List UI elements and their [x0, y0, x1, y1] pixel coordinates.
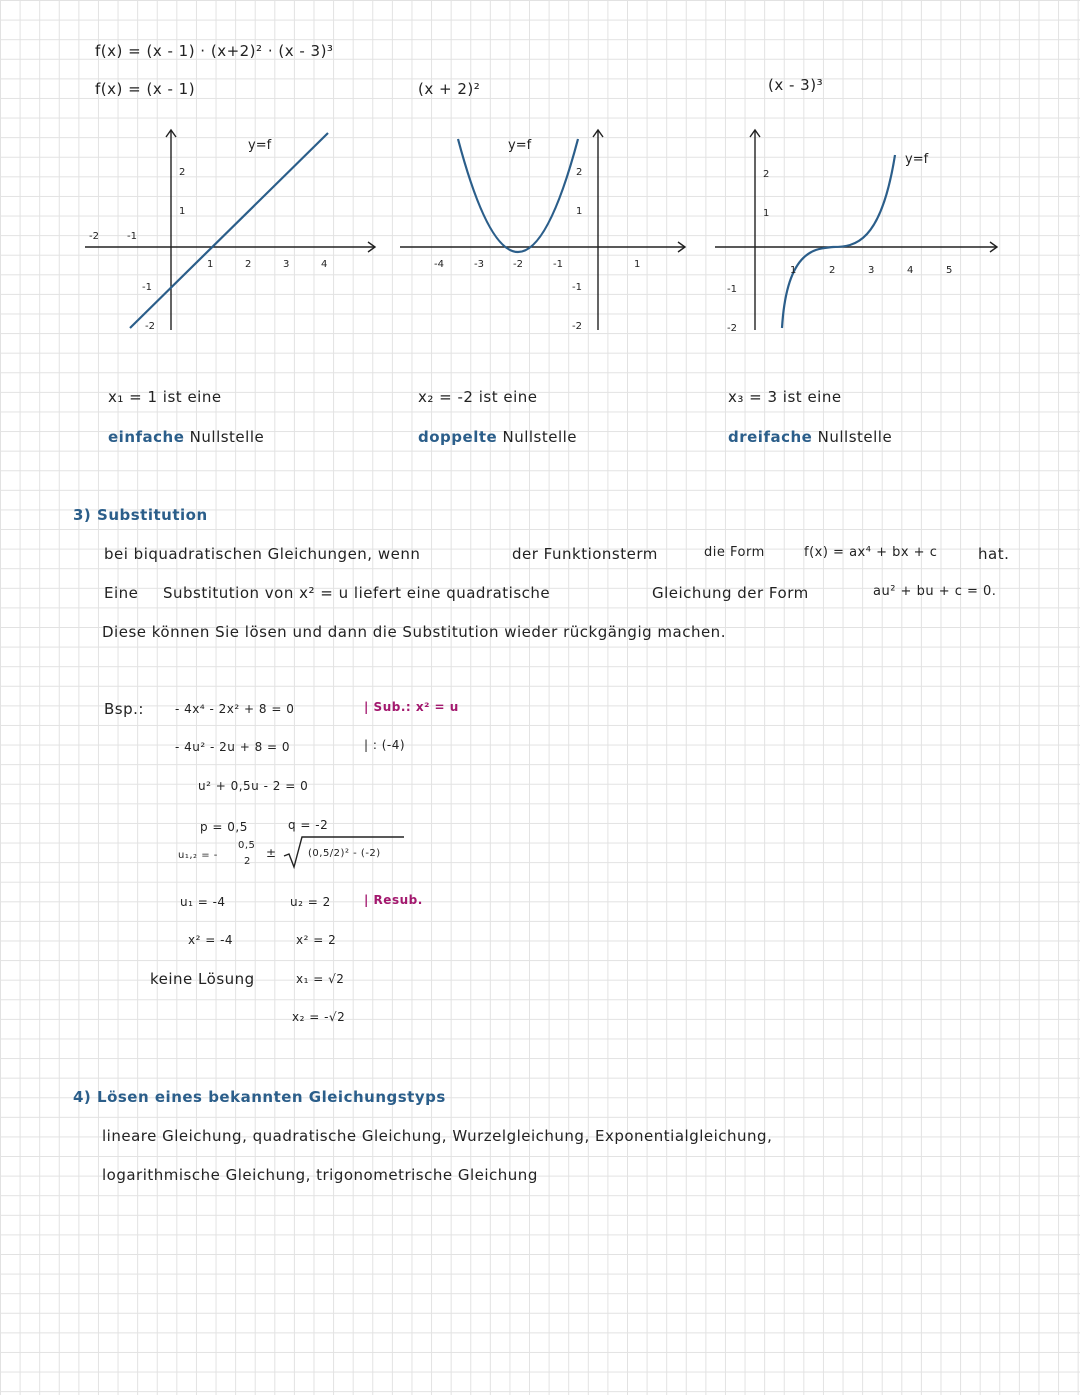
nullstelle-word: Nullstelle: [189, 428, 265, 446]
tick: 1: [634, 259, 641, 270]
pq-pm: ±: [266, 846, 277, 860]
graph3-title: (x - 3)³: [768, 76, 824, 94]
tick: 2: [763, 169, 770, 180]
tick: -1: [572, 282, 582, 293]
graph-linear: [85, 125, 385, 345]
curve-label: y=f: [905, 152, 929, 167]
section3-heading: 3) Substitution: [73, 506, 208, 524]
function-factor-1: f(x) = (x - 1): [95, 80, 196, 98]
eq1: - 4x⁴ - 2x² + 8 = 0: [175, 702, 295, 716]
x-squared-2: x² = 2: [296, 933, 337, 947]
section4-heading: 4) Lösen eines bekannten Gleichungstyps: [73, 1088, 446, 1106]
no-solution: keine Lösung: [150, 970, 255, 988]
root-text-2: x₂ = -2 ist eine: [418, 388, 538, 406]
x-squared-1: x² = -4: [188, 933, 234, 947]
curve-label: y=f: [508, 138, 532, 153]
function-full: f(x) = (x - 1) · (x+2)² · (x - 3)³: [95, 42, 334, 60]
tick: -2: [145, 321, 155, 332]
tick: 1: [763, 208, 770, 219]
section4-line2: logarithmische Gleichung, trigonometrische Gleichung: [102, 1166, 538, 1184]
tick: -2: [89, 231, 99, 242]
tick: 1: [207, 259, 214, 270]
section4-line1: lineare Gleichung, quadratische Gleichung, Wurzelgleichung, Exponentialgleichung,: [102, 1127, 773, 1145]
tick: -1: [127, 231, 137, 242]
tick: 1: [790, 265, 797, 276]
nullstelle-word: Nullstelle: [817, 428, 893, 446]
pq-left: u₁,₂ = -: [178, 850, 218, 861]
tick: 4: [321, 259, 328, 270]
parabola-curve: [458, 139, 578, 252]
pq-frac-den: 2: [244, 856, 251, 867]
section3-line3: Diese können Sie lösen und dann die Substitution wieder rückgängig machen.: [102, 623, 726, 641]
multiplicity-word: einfache: [108, 428, 185, 446]
section3-line2d: au² + bu + c = 0.: [873, 584, 997, 599]
multiplicity-3: [728, 428, 892, 446]
x2-solution: x₂ = -√2: [292, 1010, 346, 1024]
x1-solution: x₁ = √2: [296, 972, 345, 986]
tick: 2: [576, 167, 583, 178]
section3-line2a: Eine: [104, 584, 139, 602]
section3-line1c: die Form: [704, 545, 765, 560]
section3-line2b: Substitution von x² = u liefert eine quadratische: [163, 584, 551, 602]
tick: 3: [283, 259, 290, 270]
eq2: - 4u² - 2u + 8 = 0: [175, 740, 291, 754]
note-resub: | Resub.: [364, 893, 423, 907]
graph-cubic: [715, 125, 1015, 345]
root-text-3: x₃ = 3 ist eine: [728, 388, 842, 406]
tick: -2: [727, 323, 737, 334]
line-curve: [130, 133, 328, 328]
example-label: Bsp.:: [104, 700, 144, 718]
note-sub: | Sub.: x² = u: [364, 700, 459, 714]
root-text-1: x₁ = 1 ist eine: [108, 388, 222, 406]
tick: -2: [572, 321, 582, 332]
curve-label: y=f: [248, 138, 272, 153]
note-divide: | : (-4): [364, 738, 406, 752]
section3-line1e: hat.: [978, 545, 1010, 563]
section3-line2c: Gleichung der Form: [652, 584, 809, 602]
tick: 3: [868, 265, 875, 276]
eq3: u² + 0,5u - 2 = 0: [198, 779, 309, 793]
multiplicity-word: doppelte: [418, 428, 498, 446]
multiplicity-word: dreifache: [728, 428, 813, 446]
tick: -2: [513, 259, 523, 270]
u1: u₁ = -4: [180, 895, 226, 909]
multiplicity-2: [418, 428, 577, 446]
nullstelle-word: Nullstelle: [502, 428, 578, 446]
tick: -1: [142, 282, 152, 293]
cubic-curve: [782, 155, 895, 328]
section3-line1b: der Funktionsterm: [512, 545, 658, 563]
graph2-title: (x + 2)²: [418, 80, 481, 98]
tick: 1: [179, 206, 186, 217]
tick: -4: [434, 259, 444, 270]
tick: 2: [829, 265, 836, 276]
tick: 2: [245, 259, 252, 270]
p-value: p = 0,5: [200, 820, 248, 834]
pq-frac-num: 0,5: [238, 840, 256, 851]
tick: -1: [727, 284, 737, 295]
pq-inner: (0,5/2)² - (-2): [308, 848, 381, 859]
tick: -1: [553, 259, 563, 270]
multiplicity-1: [108, 428, 264, 446]
tick: 1: [576, 206, 583, 217]
tick: 5: [946, 265, 953, 276]
section3-line1d: f(x) = ax⁴ + bx + c: [804, 545, 938, 560]
section3-line1a: bei biquadratischen Gleichungen, wenn: [104, 545, 421, 563]
tick: -3: [474, 259, 484, 270]
q-value: q = -2: [288, 818, 329, 832]
graph-parabola: [400, 125, 700, 345]
u2: u₂ = 2: [290, 895, 331, 909]
tick: 4: [907, 265, 914, 276]
tick: 2: [179, 167, 186, 178]
